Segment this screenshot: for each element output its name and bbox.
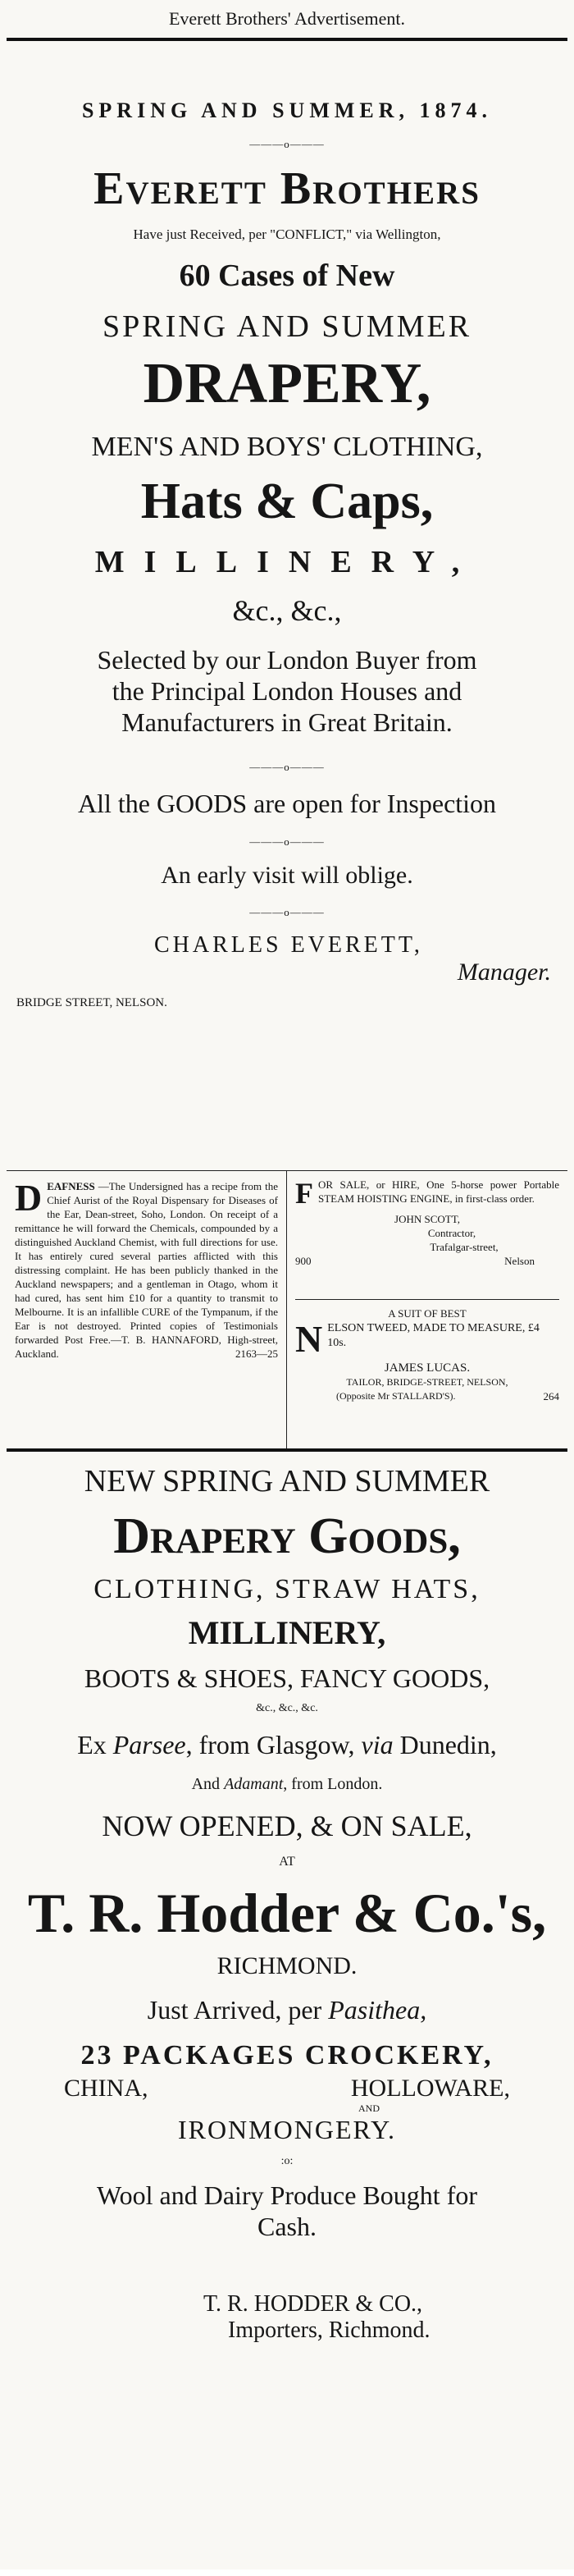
page-header: Everett Brothers' Advertisement. [168, 8, 406, 29]
tweed-address: TAILOR, BRIDGE-STREET, NELSON, [346, 1376, 508, 1388]
firm-name: Everett Brothers [93, 163, 481, 214]
manager-title: Manager. [457, 959, 551, 986]
china-holloware-line [7, 2075, 567, 2102]
address-line: BRIDGE STREET, NELSON. [16, 996, 167, 1009]
clothing-line: CLOTHING, STRAW HATS, [93, 1574, 481, 1604]
text-fragment: via [361, 1730, 394, 1759]
ex-parsee-line [7, 1730, 567, 1760]
ad-reference: 2163—25 [235, 1347, 278, 1360]
opened-line: NOW OPENED, & ON SALE, [102, 1810, 472, 1842]
separator: ——— o ——— [7, 906, 567, 919]
for-sale-advertisement [295, 1178, 559, 1300]
separator: ——— o ——— [7, 835, 567, 849]
for-sale-town: Nelson [504, 1255, 535, 1267]
right-column [287, 1171, 567, 1448]
drapery-line: DRAPERY, [143, 352, 431, 415]
arrived-line [7, 1995, 567, 2025]
text-fragment: , from Glasgow, [185, 1730, 362, 1759]
manager-name: CHARLES EVERETT, [154, 932, 423, 958]
signature-name: T. R. HODDER & CO., [203, 2291, 423, 2317]
text-fragment: Ex [77, 1730, 113, 1759]
at-line: AT [279, 1855, 295, 1869]
spring-summer-line: SPRING AND SUMMER [102, 309, 472, 344]
for-sale-role: Contractor, [427, 1227, 476, 1239]
hats-line: Hats & Caps, [140, 474, 434, 529]
signature-role: Importers, Richmond. [228, 2317, 430, 2343]
selected-line: Manufacturers in Great Britain. [121, 707, 453, 737]
clothing-line: MEN'S AND BOYS' CLOTHING, [91, 432, 483, 462]
text-fragment: Just Arrived, per [147, 1995, 329, 2025]
text-fragment: Dunedin, [393, 1730, 497, 1759]
for-sale-name: JOHN SCOTT, [394, 1213, 460, 1225]
drapery-goods-line: Drapery Goods, [113, 1508, 461, 1564]
received-line: Have just Received, per "CONFLICT," via Wellington, [133, 226, 441, 242]
millinery-line: MILLINERY, [94, 545, 480, 579]
separator: :o: [280, 2155, 294, 2167]
hodder-advertisement [7, 1452, 567, 2576]
selected-text [7, 644, 567, 738]
millinery-line: MILLINERY, [188, 1614, 386, 1651]
and-word: AND [358, 2102, 380, 2114]
adamant-line [7, 1775, 567, 1794]
wool-text [7, 2180, 567, 2242]
season-heading: SPRING AND SUMMER, 1874. [81, 98, 493, 122]
separator: ——— o ——— [7, 138, 567, 151]
wool-line: Cash. [257, 2212, 317, 2241]
wool-line: Wool and Dairy Produce Bought for [97, 2180, 477, 2210]
text-fragment: , from London. [283, 1775, 383, 1793]
tweed-name: JAMES LUCAS. [384, 1361, 471, 1375]
ship-name: Pasithea, [328, 1995, 427, 2025]
separator: ——— o ——— [7, 761, 567, 774]
headline: NEW SPRING AND SUMMER [84, 1464, 490, 1498]
tweed-advertisement [295, 1300, 559, 1403]
hodder-firm-name: T. R. Hodder & Co.'s, [27, 1882, 547, 1944]
tweed-heading: A SUIT OF BEST [388, 1307, 467, 1320]
tweed-opposite: (Opposite Mr STALLARD'S). [336, 1390, 456, 1402]
deafness-body: —The Undersigned has a recipe from the Chief Aurist of the Royal Dispensary for Diseases of the Ear, Dean-street, Soho, London. On receipt of a remittance he will forward the Chemicals, compounded by a distinguished Auckland Chemist, with full directions for use. It has entirely cured several parties afflicted with this distressing complaint. He has been publicly thanked in the Auckland newspapers; and a gentleman in Otago, whom it had cured, has sent him £10 for a quantity to transmit to Melbourne. It is an infallible CURE of the Tympanum, if the Ear is not destroyed. Printed copies of Testimonials forwarded Post Free.—T. B. HANNAFORD, High-street, Auckland. [15, 1180, 278, 1360]
classifieds-row [7, 1170, 567, 1452]
dropcap: F [295, 1177, 313, 1210]
holloware-word: HOLLOWARE, [350, 2075, 510, 2102]
cases-line: 60 Cases of New [179, 259, 395, 293]
ironmongery-line: IRONMONGERY. [177, 2115, 397, 2144]
place-line: RICHMOND. [216, 1952, 358, 1979]
ship-name: Adamant [224, 1775, 284, 1793]
china-word: CHINA, [64, 2075, 148, 2102]
inspection-line: All the GOODS are open for Inspection [77, 789, 497, 818]
etc-line: &c., &c., &c. [256, 1702, 318, 1714]
ad-reference: 900 [295, 1255, 312, 1267]
for-sale-text: OR SALE, or HIRE, One 5-horse power Portable STEAM HOISTING ENGINE, in first-class order. [318, 1178, 559, 1205]
visit-line: An early visit will oblige. [161, 862, 413, 889]
ship-name: Parsee [112, 1730, 186, 1759]
dropcap: N [295, 1318, 323, 1360]
tweed-body [295, 1318, 559, 1360]
ad-reference: 264 [543, 1390, 559, 1402]
everett-advertisement [7, 41, 567, 1170]
packages-line: 23 PACKAGES CROCKERY, [80, 2040, 494, 2070]
text-fragment: And [191, 1775, 225, 1793]
for-sale-footer [295, 1254, 559, 1268]
etc-line: &c., &c., [232, 594, 342, 627]
for-sale-street: Trafalgar-street, [430, 1241, 499, 1253]
selected-line: the Principal London Houses and [112, 676, 462, 706]
tweed-footer [295, 1389, 559, 1403]
selected-line: Selected by our London Buyer from [97, 645, 477, 675]
tweed-text: ELSON TWEED, MADE TO MEASURE, £4 10s. [327, 1322, 540, 1349]
for-sale-body [295, 1177, 559, 1210]
dropcap: D [15, 1177, 43, 1219]
deafness-advertisement [7, 1171, 287, 1448]
deafness-lead: EAFNESS [47, 1180, 95, 1192]
boots-line: BOOTS & SHOES, FANCY GOODS, [84, 1663, 490, 1693]
